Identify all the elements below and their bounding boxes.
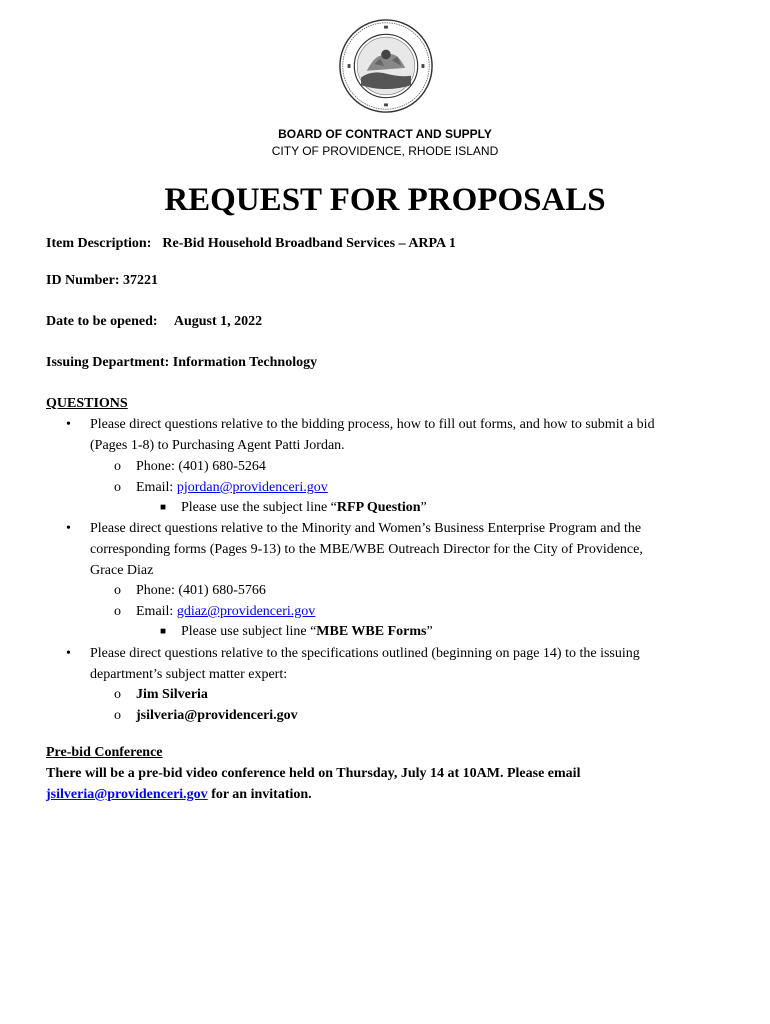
item-description-value: Re-Bid Household Broadband Services – ARPA 1 [162, 236, 456, 251]
bullet-marker: • [66, 521, 71, 536]
email-label: Email: [136, 604, 174, 619]
question-2-line-3: Grace Diaz [90, 563, 154, 578]
bullet-marker: • [66, 417, 71, 432]
square-bullet-marker: ■ [160, 502, 167, 513]
prebid-line-2-text: for an invitation. [211, 787, 312, 802]
questions-heading: QUESTIONS [46, 396, 128, 411]
square-bullet-marker: ■ [160, 626, 167, 637]
item-description [46, 235, 456, 253]
email-link-jsilveria[interactable]: jsilveria@providenceri.gov [46, 787, 208, 802]
email-link-pjordan[interactable]: pjordan@providenceri.gov [176, 480, 328, 495]
question-3-contact-name: Jim Silveria [136, 687, 208, 702]
sub-bullet-marker: o [114, 459, 121, 474]
question-1-subject [181, 499, 427, 517]
sub-bullet-marker: o [114, 687, 121, 702]
bullet-marker: • [66, 646, 71, 661]
date-opened-label: Date to be opened: [46, 314, 158, 329]
board-name: BOARD OF CONTRACT AND SUPPLY [278, 127, 492, 141]
id-number-label: ID Number: [46, 273, 120, 288]
sub-bullet-marker: o [114, 480, 121, 495]
question-2-line-2: corresponding forms (Pages 9-13) to the MBE/WBE Outreach Director for the City of Providence, [90, 542, 643, 557]
question-2-phone: Phone: (401) 680-5766 [136, 583, 266, 598]
question-3-line-2: department’s subject matter expert: [90, 667, 288, 682]
subject-suffix: ” [420, 500, 427, 515]
subject-suffix: ” [426, 624, 433, 639]
subject-prefix: Please use the subject line “ [181, 500, 337, 515]
prebid-line-1: There will be a pre-bid video conference held on Thursday, July 14 at 10AM. Please email [46, 766, 581, 781]
city-seal-icon [338, 18, 434, 114]
date-opened [46, 313, 262, 331]
question-3-line-1: Please direct questions relative to the specifications outlined (beginning on page 14) to the issuing [90, 646, 640, 661]
item-description-label: Item Description: [46, 236, 152, 251]
sub-bullet-marker: o [114, 708, 121, 723]
prebid-heading: Pre-bid Conference [46, 745, 163, 760]
question-3-contact-email: jsilveria@providenceri.gov [136, 708, 298, 723]
sub-bullet-marker: o [114, 583, 121, 598]
id-number-value: 37221 [123, 273, 158, 288]
email-link-gdiaz[interactable]: gdiaz@providenceri.gov [176, 604, 316, 619]
subject-text: RFP Question [336, 500, 421, 515]
question-2-subject [181, 623, 433, 641]
issuing-department-value: Information Technology [172, 355, 318, 370]
issuing-department-label: Issuing Department: [46, 355, 170, 370]
question-1-email [136, 479, 328, 497]
id-number [46, 272, 158, 290]
prebid-line-2 [46, 786, 312, 804]
question-2-line-1: Please direct questions relative to the Minority and Women’s Business Enterprise Program and the [90, 521, 642, 536]
page-title: REQUEST FOR PROPOSALS [164, 182, 606, 218]
question-1-line-1: Please direct questions relative to the bidding process, how to fill out forms, and how to submit a bid [90, 417, 655, 432]
subject-prefix: Please use subject line “ [181, 624, 317, 639]
question-2-email [136, 603, 315, 621]
city-name: CITY OF PROVIDENCE, RHODE ISLAND [271, 144, 499, 158]
date-opened-value: August 1, 2022 [173, 314, 263, 329]
subject-text: MBE WBE Forms [316, 624, 427, 639]
question-1-phone: Phone: (401) 680-5264 [136, 459, 266, 474]
question-1-line-2: (Pages 1-8) to Purchasing Agent Patti Jordan. [90, 438, 345, 453]
sub-bullet-marker: o [114, 604, 121, 619]
issuing-department [46, 354, 317, 372]
email-label: Email: [136, 480, 174, 495]
